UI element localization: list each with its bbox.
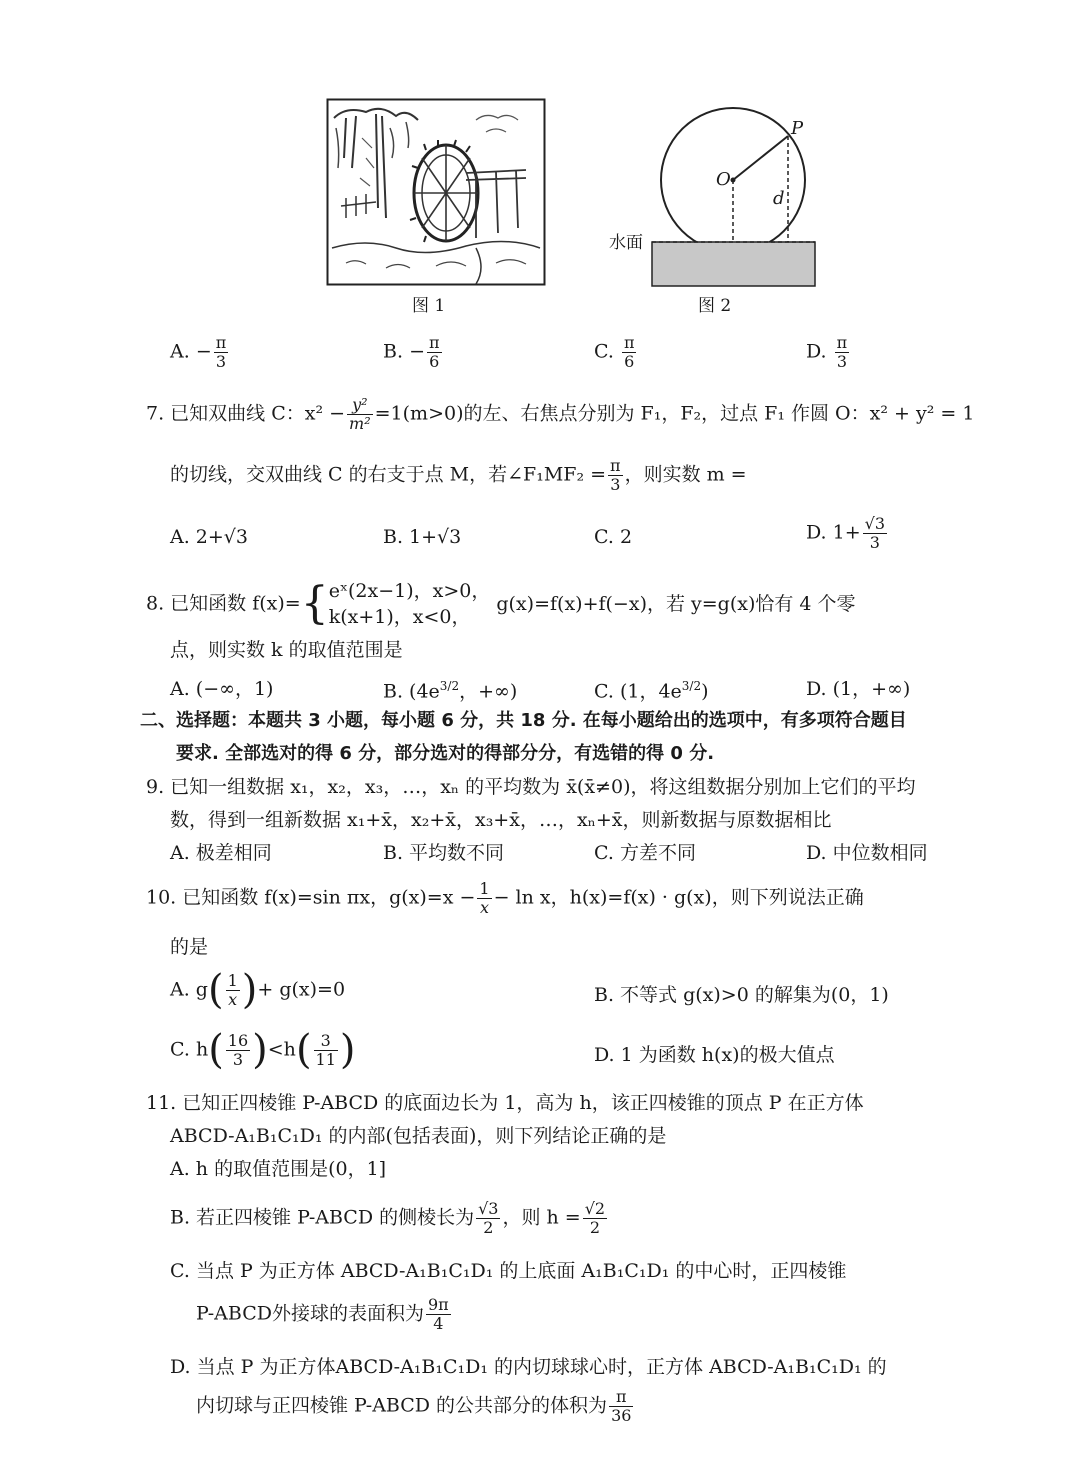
q10-option-b: B. 不等式 g(x)>0 的解集为(0，1) xyxy=(594,984,889,1006)
figure-2-diagram xyxy=(598,100,823,290)
q11-option-b: B. 若正四棱锥 P-ABCD 的侧棱长为 $\frac{√3}{2}$ ，则 h = $\frac{√2}{2}$ xyxy=(170,1199,606,1237)
q7-option-c: C. 2 xyxy=(594,526,633,548)
q8-option-a: A. (−∞，1) xyxy=(170,678,274,700)
q10-option-a: A. g( $\frac{1}{x}$ )+ g(x)=0 xyxy=(170,967,346,1013)
q9-option-c: C. 方差不同 xyxy=(594,842,696,864)
q8-option-c: C. (1，$4e^{3/2}$) xyxy=(594,679,709,703)
q7-option-a: A. 2+√3 xyxy=(170,526,249,548)
q6-option-a: A. − $\frac{\pi}{3}$ xyxy=(170,333,227,371)
q11-line-1: 11. 已知正四棱锥 P-ABCD 的底面边长为 1，高为 h，该正四棱锥的顶点 P 在正方体 xyxy=(146,1092,864,1114)
q8-line-2: 点，则实数 k 的取值范围是 xyxy=(170,639,403,661)
q10-line-2: 的是 xyxy=(170,936,209,958)
figure-1-waterwheel xyxy=(326,98,546,286)
circle-water-drawing xyxy=(598,100,823,290)
waterwheel-drawing xyxy=(326,98,546,286)
label-O: O xyxy=(716,169,731,190)
q11-option-c-line-2: P-ABCD外接球的表面积为 $\frac{9\pi}{4}$ xyxy=(196,1295,449,1333)
q9-line-1: 9. 已知一组数据 x₁，x₂，x₃，…，xₙ 的平均数为 x̄(x̄≠0)，将这组数据分别加上它们的平均 xyxy=(146,776,916,798)
label-d: d xyxy=(773,188,785,209)
q7-option-d: D. 1+ $\frac{√3}{3}$ xyxy=(806,514,886,552)
q6-option-b: B. − $\frac{\pi}{6}$ xyxy=(383,333,440,371)
figure-1-caption: 图 1 xyxy=(412,296,446,316)
q8-line-1: 8. 已知函数 f(x)={ eˣ(2x−1)，x>0， k(x+1)，x<0， g(x)=f(x)+f(−x)，若 y=g(x)恰有 4 个零 xyxy=(146,578,856,629)
figure-2-caption: 图 2 xyxy=(698,296,732,316)
q7-line-2: 的切线，交双曲线 C 的右支于点 M，若∠F₁MF₂ = $\frac{\pi}{3}$ ，则实数 m = xyxy=(170,456,747,494)
q11-option-d-line-1: D. 当点 P 为正方体ABCD-A₁B₁C₁D₁ 的内切球球心时，正方体 ABCD-A₁B₁C₁D₁ 的 xyxy=(170,1356,887,1378)
label-P: P xyxy=(791,118,804,139)
q9-line-2: 数，得到一组新数据 x₁+x̄，x₂+x̄，x₃+x̄，…，xₙ+x̄，则新数据与原数据相比 xyxy=(170,809,832,831)
q11-option-d-line-2: 内切球与正四棱锥 P-ABCD 的公共部分的体积为 $\frac{\pi}{36}$ xyxy=(196,1387,632,1425)
q8-option-b: B. ($4e^{3/2}$，+∞) xyxy=(383,679,518,703)
q8-option-d: D. (1，+∞) xyxy=(806,678,911,700)
q10-line-1: 10. 已知函数 f(x)=sin πx，g(x)=x − $\frac{1}{x}$ − ln x，h(x)=f(x) · g(x)，则下列说法正确 xyxy=(146,879,864,917)
q10-option-d: D. 1 为函数 h(x)的极大值点 xyxy=(594,1044,835,1066)
section-2-heading-line-2: 要求. 全部选对的得 6 分，部分选对的得部分分，有选错的得 0 分. xyxy=(176,743,715,764)
label-water-surface: 水面 xyxy=(609,233,643,253)
q9-option-b: B. 平均数不同 xyxy=(383,842,505,864)
section-2-heading-line-1: 二、选择题：本题共 3 小题，每小题 6 分，共 18 分. 在每小题给出的选项中，有多项符合题目 xyxy=(140,710,907,731)
q11-option-c-line-1: C. 当点 P 为正方体 ABCD-A₁B₁C₁D₁ 的上底面 A₁B₁C₁D₁ 的中心时，正四棱锥 xyxy=(170,1260,847,1282)
q10-option-c: C. h( $\frac{16}{3}$ )<h( $\frac{3}{11}$ ) xyxy=(170,1027,356,1073)
q9-option-d: D. 中位数相同 xyxy=(806,842,928,864)
q6-option-d: D. $\frac{\pi}{3}$ xyxy=(806,333,848,371)
q6-option-c: C. $\frac{\pi}{6}$ xyxy=(594,333,635,371)
q11-option-a: A. h 的取值范围是(0，1] xyxy=(170,1158,387,1180)
q7-option-b: B. 1+√3 xyxy=(383,526,462,548)
q11-line-2: ABCD-A₁B₁C₁D₁ 的内部(包括表面)，则下列结论正确的是 xyxy=(170,1125,667,1147)
q7-line-1: 7. 已知双曲线 C：x² − $\frac{\text{y²}}{\text{m²}}$ =1(m>0)的左、右焦点分别为 F₁，F₂，过点 F₁ 作圆 O：x² + y² = 1 xyxy=(146,395,975,433)
q9-option-a: A. 极差相同 xyxy=(170,842,272,864)
